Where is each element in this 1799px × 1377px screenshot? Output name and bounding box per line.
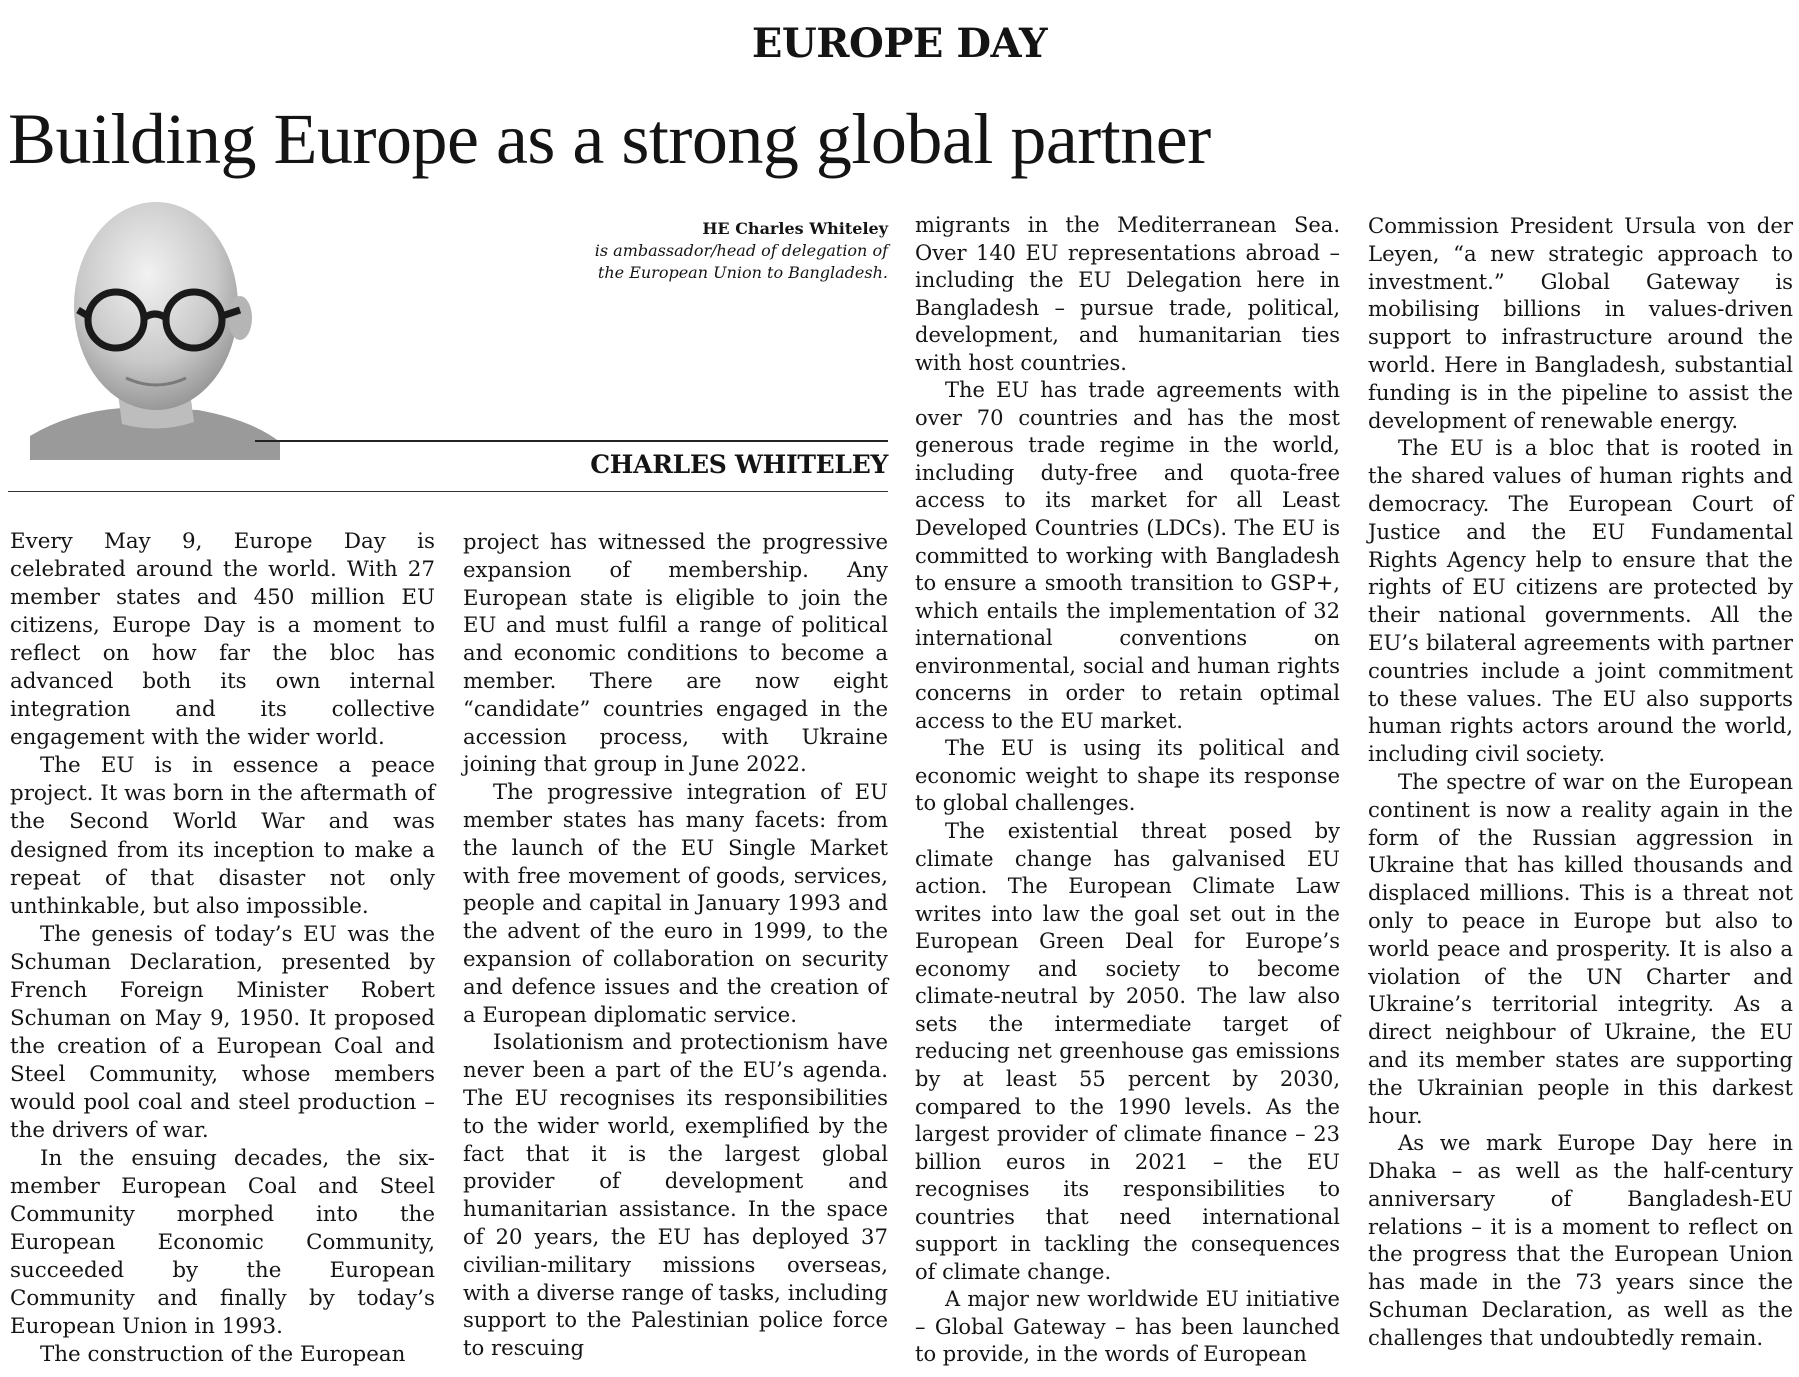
article-column-2	[463, 528, 888, 1362]
paragraph: Commission President Ursula von der Leyen, “a new strategic approach to investment.” Global Gateway is mobilising billions in values-driven support to infrastructure around the world. Here in Bangladesh, substantial funding is in the pipeline to assist the development of renewable energy.	[1368, 213, 1793, 433]
paragraph: As we mark Europe Day here in Dhaka – as well as the half-century anniversary of Bangladesh-EU relations – it is a moment to reflect on the progress that the European Union has made in the 73 years since the Schuman Declaration, as well as the challenges that undoubtedly remain.	[1368, 1130, 1793, 1350]
byline: CHARLES WHITELEY	[590, 450, 888, 479]
paragraph: The EU is a bloc that is rooted in the shared values of human rights and democracy. The European Court of Justice and the EU Fundamental Rights Agency help to ensure that the rights of EU citizens are protected by their national governments. All the EU’s bilateral agreements with partner countries include a joint commitment to these values. The EU also supports human rights actors around the world, including civil society.	[1368, 435, 1793, 767]
paragraph: migrants in the Mediterranean Sea. Over 140 EU representations abroad – including the EU Delegation here in Bangladesh – pursue trade, political, development, and humanitarian ties with host countries.	[915, 213, 1340, 375]
paragraph: In the ensuing decades, the six-member European Coal and Steel Community morphed into the European Economic Community, succeeded by the European Community and finally by today’s European Union in 1993.	[10, 1146, 435, 1340]
paragraph: The EU is using its political and economic weight to shape its response to global challenges.	[915, 736, 1340, 816]
paragraph: The spectre of war on the European continent is now a reality again in the form of the Russian aggression in Ukraine that has killed thousands and displaced millions. This is a threat not only to peace in Europe but also to world peace and prosperity. It is also a violation of the UN Charter and Ukraine’s territorial integrity. As a direct neighbour of Ukraine, the EU and its member states are supporting the Ukrainian people in this darkest hour.	[1368, 768, 1793, 1128]
author-portrait	[30, 198, 280, 460]
paragraph: project has witnessed the progressive expansion of membership. Any European state is eligible to join the EU and must fulfil a range of political and economic conditions to become a member. There are now eight “candidate” countries engaged in the accession process, with Ukraine joining that group in June 2022.	[463, 529, 888, 777]
author-bio-name: HE Charles Whiteley	[702, 219, 888, 238]
section-kicker: EUROPE DAY	[751, 20, 1048, 67]
portrait-ear	[228, 296, 252, 340]
article-column-4	[1368, 212, 1793, 1352]
author-bio	[588, 218, 888, 284]
paragraph: A major new worldwide EU initiative – Global Gateway – has been launched to provide, in the words of European	[915, 1287, 1340, 1367]
paragraph: Isolationism and protectionism have never been a part of the EU’s agenda. The EU recognises its responsibilities to the wider world, exemplified by the fact that it is the largest global provider of development and humanitarian assistance. In the space of 20 years, the EU has deployed 37 civilian-military missions overseas, with a diverse range of tasks, including support to the Palestinian police force to rescuing	[463, 1029, 888, 1361]
paragraph: The progressive integration of EU member states has many facets: from the launch of the EU Single Market with free movement of goods, services, people and capital in January 1993 and the advent of the euro in 1999, to the expansion of collaboration on security and defence issues and the creation of a European diplomatic service.	[463, 779, 888, 1027]
author-bio-text: is ambassador/head of delegation of the European Union to Bangladesh.	[594, 241, 888, 282]
paragraph: The construction of the European	[40, 1342, 406, 1368]
paragraph: The EU is in essence a peace project. It was born in the aftermath of the Second World War and was designed from its inception to make a repeat of that disaster not only unthinkable, but also impossible.	[10, 753, 435, 919]
byline-divider	[255, 440, 888, 442]
article-column-3	[915, 212, 1340, 1369]
section-divider	[8, 491, 888, 492]
headline: Building Europe as a strong global partner	[8, 99, 1211, 179]
paragraph: The existential threat posed by climate change has galvanised EU action. The European Climate Law writes into law the goal set out in the European Green Deal for Europe’s economy and society to become climate-neutral by 2050. The law also sets the intermediate target of reducing net greenhouse gas emissions by at least 55 percent by 2030, compared to the 1990 levels. As the largest provider of climate finance – 23 billion euros in 2021 – the EU recognises its responsibilities to countries that need international support in tackling the consequences of climate change.	[915, 819, 1340, 1284]
portrait-head	[74, 202, 238, 410]
paragraph: The EU has trade agreements with over 70 countries and has the most generous trade regime in the world, including duty-free and quota-free access to its market for all Least Developed Countries (LDCs). The EU is committed to working with Bangladesh to ensure a smooth transition to GSP+, which entails the implementation of 32 international conventions on environmental, social and human rights concerns in order to retain optimal access to the EU market.	[915, 378, 1340, 733]
article-column-1	[10, 528, 435, 1369]
paragraph: The genesis of today’s EU was the Schuman Declaration, presented by French Foreign Minister Robert Schuman on May 9, 1950. It proposed the creation of a European Coal and Steel Community, whose members would pool coal and steel production – the drivers of war.	[10, 921, 435, 1143]
paragraph: Every May 9, Europe Day is celebrated around the world. With 27 member states and 450 million EU citizens, Europe Day is a moment to reflect on how far the bloc has advanced both its own internal integration and its collective engagement with the wider world.	[10, 529, 435, 751]
